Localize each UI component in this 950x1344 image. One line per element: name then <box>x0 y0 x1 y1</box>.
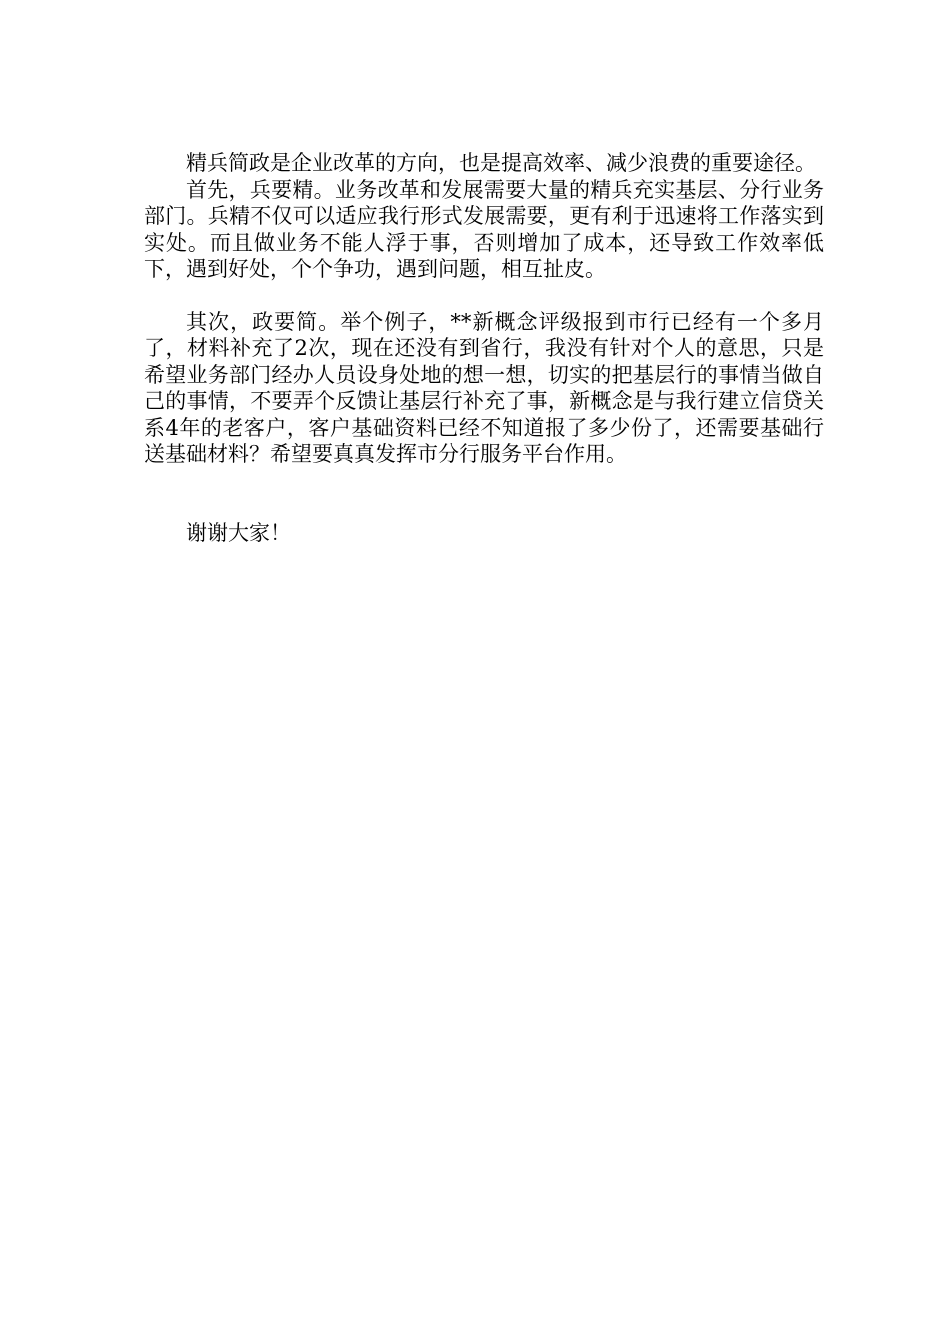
paragraph-spacer <box>144 283 824 309</box>
paragraph-thanks: 谢谢大家！ <box>186 520 291 545</box>
paragraph-spacer <box>144 468 824 520</box>
paragraph-intro: 精兵简政是企业改革的方向，也是提高效率、减少浪费的重要途径。 <box>186 151 816 175</box>
paragraph-second-point: 其次，政要简。举个例子，**新概念评级报到市行已经有一个多月了，材料补充了2次，现在还没有到省行，我没有针对个人的意思，只是希望业务部门经办人员设身处地的想一想，切实的把基层行的事情当做自己的事情，不要弄个反馈让基层行补充了事，新概念是与我行建立信贷关系4年的老客户，客户基础资料已经不知道报了多少份了，还需要基础行送基础材料？希望要真真发挥市分行服务平台作用。 <box>144 309 824 466</box>
document-body <box>144 150 824 546</box>
paragraph-first-point: 首先，兵要精。业务改革和发展需要大量的精兵充实基层、分行业务部门。兵精不仅可以适应我行形式发展需要，更有利于迅速将工作落实到实处。而且做业务不能人浮于事，否则增加了成本，还导致工作效率低下，遇到好处，个个争功，遇到问题，相互扯皮。 <box>144 177 824 281</box>
